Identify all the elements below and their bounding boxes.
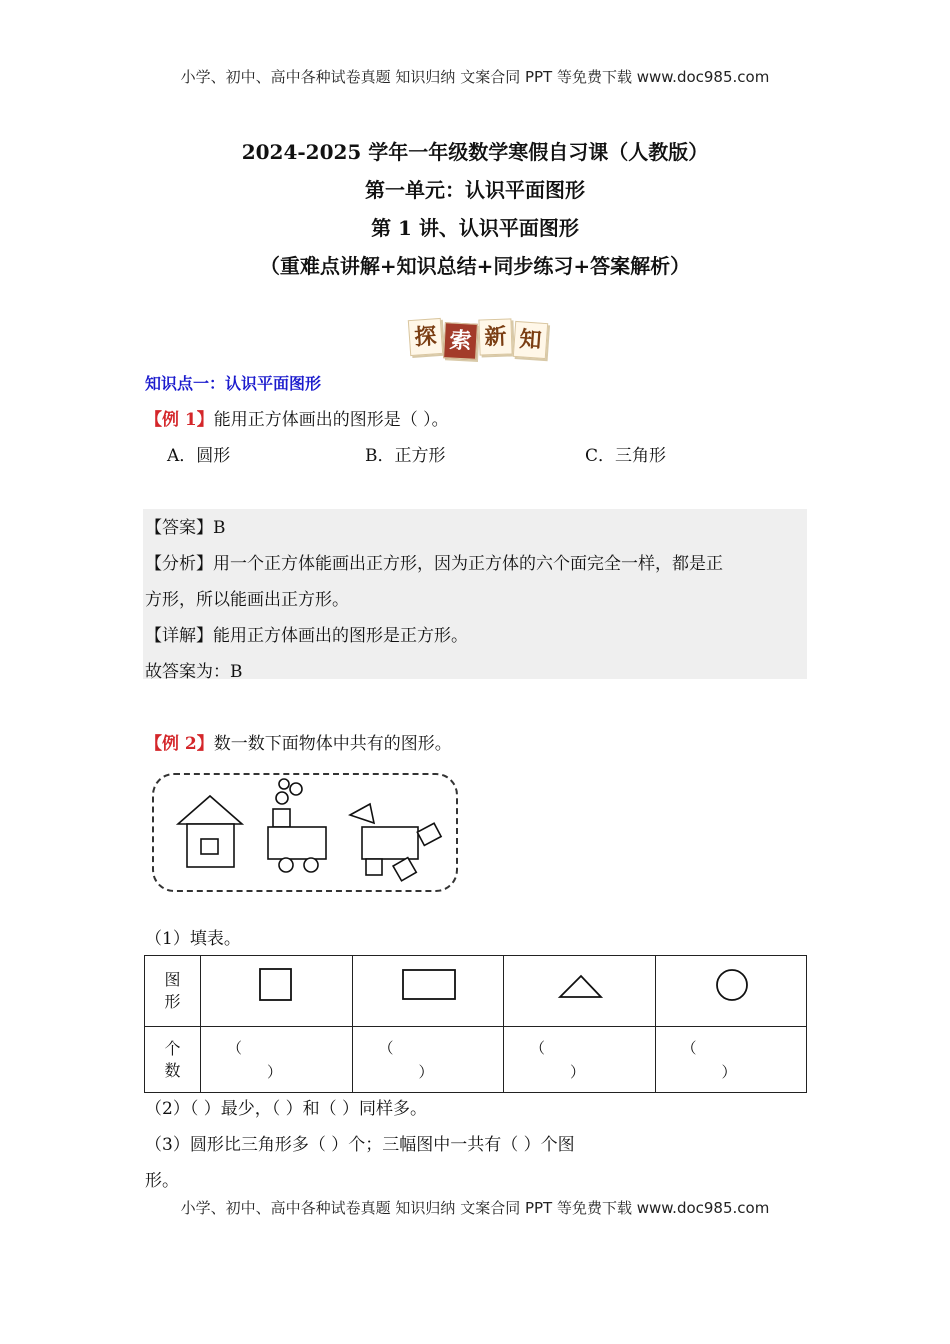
- example1-tag: 【例 1】: [145, 410, 214, 430]
- smoke-circle: [276, 792, 288, 804]
- cell-circle: [655, 956, 807, 1027]
- doc-title: 2024-2025 学年一年级数学寒假自习课（人教版）: [241, 140, 709, 164]
- count-blank-triangle: （ ）: [504, 1027, 656, 1093]
- sub-question-1: （1）填表。: [145, 929, 241, 949]
- detail-line: 【详解】能用正方体画出的图形是正方形。: [145, 626, 468, 646]
- option-c: C．三角形: [585, 446, 667, 466]
- example1-text: 能用正方体画出的图形是（ ）。: [213, 410, 449, 430]
- conclusion-line: 故答案为：B: [145, 662, 243, 682]
- dog-tail-rectangle: [417, 823, 441, 845]
- cell-triangle: [504, 956, 656, 1027]
- circle-icon: [656, 956, 806, 1022]
- shape-count-table: [144, 955, 807, 1093]
- page-header: 小学、初中、高中各种试卷真题 知识归纳 文案合同 PPT 等免费下载 www.doc985.com: [180, 68, 770, 86]
- train-body-rectangle: [268, 827, 326, 859]
- rectangle-icon: [353, 956, 503, 1022]
- example2-tag: 【例 2】: [145, 734, 214, 754]
- lesson-title: 第 1 讲、认识平面图形: [371, 216, 579, 240]
- badge-char: 索: [443, 322, 478, 360]
- knowledge-point-heading: 知识点一：认识平面图形: [145, 374, 322, 393]
- sub-question-2: （2）（ ）最少，（ ）和（ ）同样多。: [145, 1099, 428, 1119]
- smoke-circle: [279, 779, 289, 789]
- cell-rectangle: [352, 956, 504, 1027]
- chimney-rectangle: [273, 809, 290, 827]
- row-head-shape: 图 形: [145, 956, 201, 1027]
- square-icon: [201, 956, 351, 1022]
- objects-figure: [152, 773, 458, 892]
- badge-char: 知: [513, 321, 548, 359]
- analysis-line-1: 【分析】用一个正方体能画出正方形，因为正方体的六个面完全一样，都是正: [145, 554, 723, 574]
- count-blank-square: （ ）: [201, 1027, 353, 1093]
- count-blank-rectangle: （ ）: [352, 1027, 504, 1093]
- dog-leg-square: [393, 858, 416, 881]
- sub-question-3-line2: 形。: [145, 1171, 179, 1191]
- example2-question: [145, 729, 452, 754]
- row-head-count: 个 数: [145, 1027, 201, 1093]
- answer-line: 【答案】B: [145, 518, 226, 538]
- smoke-circle: [290, 783, 302, 795]
- objects-drawing: [154, 775, 456, 890]
- triangle-icon: [504, 956, 654, 1022]
- sub-question-3-line1: （3）圆形比三角形多（ ）个；三幅图中一共有（ ）个图: [145, 1135, 575, 1155]
- count-blank-circle: （ ）: [655, 1027, 807, 1093]
- dog-body-rectangle: [362, 827, 418, 859]
- unit-title: 第一单元：认识平面图形: [365, 178, 585, 202]
- badge-char: 新: [478, 318, 512, 355]
- page-footer: 小学、初中、高中各种试卷真题 知识归纳 文案合同 PPT 等免费下载 www.doc985.com: [180, 1199, 770, 1217]
- dog-leg-square: [366, 859, 382, 875]
- subtitle: （重难点讲解+知识总结+同步练习+答案解析）: [259, 254, 691, 278]
- example2-text: 数一数下面物体中共有的图形。: [213, 734, 452, 754]
- dog-head-triangle: [350, 804, 374, 823]
- train-wheel-circle: [304, 858, 318, 872]
- house-window-square: [201, 839, 218, 854]
- example1-question: [145, 405, 449, 430]
- cell-square: [201, 956, 353, 1027]
- house-roof-triangle: [178, 796, 242, 824]
- analysis-line-2: 方形，所以能画出正方形。: [145, 590, 349, 610]
- option-a: A．圆形: [167, 446, 231, 466]
- explore-badge: [409, 319, 547, 359]
- train-wheel-circle: [279, 858, 293, 872]
- badge-char: 探: [408, 318, 443, 356]
- option-b: B．正方形: [365, 446, 446, 466]
